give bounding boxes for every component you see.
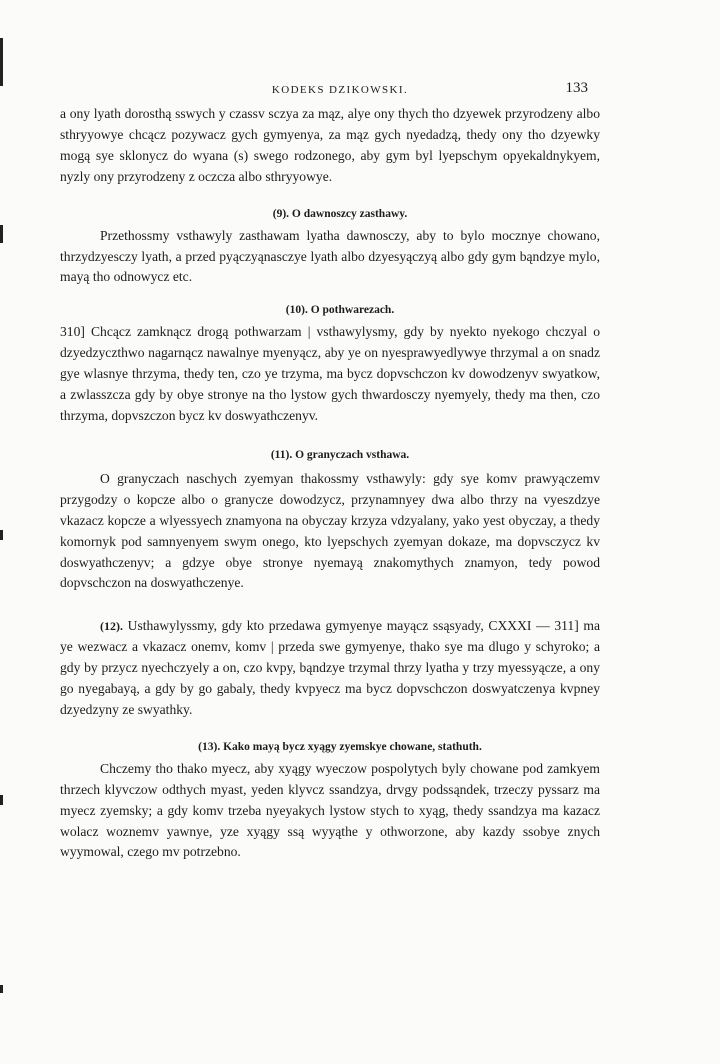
section-number: (10). — [285, 304, 308, 317]
section-title: O dawnoszcy zasthawy. — [291, 207, 408, 220]
paragraph-10: 310] Chcącz zamknącz drogą pothwarzam | vsthawylysmy, gdy by nyekto nyekogo chczyal o dzyedzyczthwo nagarnącz nawalnye myenyącz, aby ye on nyesprawyedlywye thrzymal a on snadz gye wlasnye thrzyma, thedy ten, czo ye trzyma, ma bycz dopvschczon kv dowodzenyv swyatkow, a zwlasszcza gdy by obye stronye na tho lystow gych thwardosczy nyemyely, thedy ma then, czo thrzyma, dopvszczon bycz kv doswyathczenyv. — [60, 324, 600, 423]
book-page — [60, 78, 600, 863]
scan-edge-mark — [0, 530, 3, 540]
section-title: Kako mayą bycz xyągy zyemskye chowane, stathuth. — [223, 740, 482, 753]
section-title: O granyczach vsthawa. — [295, 448, 410, 461]
page-number: 133 — [565, 80, 588, 96]
scan-edge-mark — [0, 795, 3, 805]
paragraph-12 — [60, 616, 600, 721]
paragraph-intro: a ony lyath dorosthą sswych y czassv sczya za mąz, alye ony thych tho dzyewek przyrodzeny albo sthryyowye chcącz pozywacz gych gymyenya, za mąz gych nyedadzą, thedy ony tho dzyewky mogą sye sklonycz do wyana (s) swego rodzonego, aby gym byl lyepschym opyekaldnykyem, nyzly ony przyrodzeny z oczcza albo sthryyowye. — [60, 106, 600, 184]
section-title: O pothwarezach. — [310, 304, 395, 317]
scan-edge-mark — [0, 985, 3, 993]
scan-edge-mark — [0, 38, 3, 86]
section-number: (12). — [100, 619, 123, 634]
section-heading-10 — [60, 304, 600, 316]
running-title: KODEKS DZIKOWSKI. — [271, 84, 409, 96]
paragraph-12-text: Usthawylyssmy, gdy kto przedawa gymyenye mayącz ssąsyady, CXXXI — 311] ma ye wezwacz a vkazacz onemv, komv | przeda swe gymyenye, thako sye ma dlugo y schyroko; a gdy by przycz nyechczyely a on, czo kvpy, bąndzye trzymal thrzy lyatha y trzy myessyącze, a ony go nyegabayą, a gdy by go gabaly, thedy kvpyecz ma bycz dopvschczon doswyatczenya kvpney dzyedzyny ze swyathky. — [60, 618, 600, 717]
section-heading-11 — [60, 449, 600, 461]
scan-edge-mark — [0, 225, 3, 243]
section-number: (11). — [270, 448, 293, 461]
section-number: (9). — [272, 207, 290, 220]
paragraph-11: O granyczach naschych zyemyan thakossmy vsthawyly: gdy sye komv prawyączemv przygodzy o kopcze albo o granycze dowodzycz, przynamnyey dwa albo thrzy na vyeszdzye vkazacz kopcze a wlyessyech znamyona na obyczay krzyza vdzyalany, yako yest obyczay, a thedy komornyk pod samnyenyem swym onego, kto lyepschych zyemyan dokaze, ma dopvsczycz kv doswyathczenyv; a gdzye obye stronye nyemayą znakomythych znamyon, tedy powod dopvschczon na doswyathczenye. — [60, 470, 600, 591]
section-heading-13 — [60, 741, 600, 753]
section-heading-9 — [60, 208, 600, 220]
page-header — [60, 78, 600, 104]
section-number: (13). — [198, 740, 221, 753]
paragraph-13: Chczemy tho thako myecz, aby xyągy wyeczow pospolytych byly chowane pod zamkyem thrzech klyvczow odthych myast, yeden klyvcz ssandzya, drvgy podssąndek, trzeczy pyssarz ma myecz zyemsky; a gdy komv trzeba nyeyakych lystow stych to xyąg, thedy ssandzya ma kazacz wolacz woznemv yawnye, yze xyągy ssą wyyąthe y othworzone, aby kazdy ssobye znych wyymowal, czego mv potrzebno. — [60, 760, 600, 860]
paragraph-9: Przethossmy vsthawyly zasthawam lyatha dawnosczy, aby to bylo mocznye chowano, thrzydzyesczy lyath, a przed pyączyąnasczye lyath albo dzyesyączyą albo gdy gym bąndzye mylo, mayą tho odnowycz etc. — [60, 227, 600, 285]
